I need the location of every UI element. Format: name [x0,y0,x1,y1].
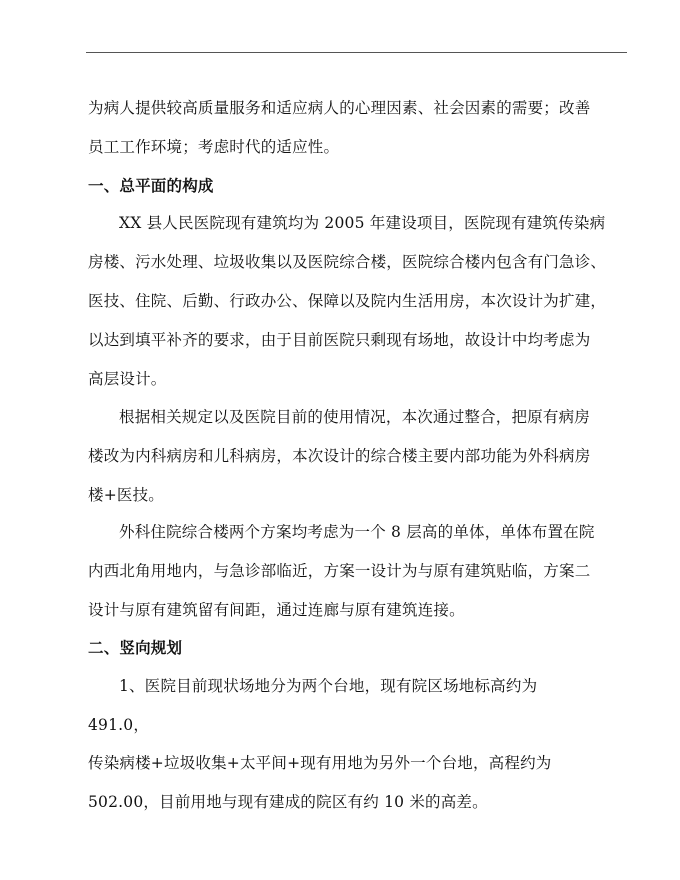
paragraph-line: 为病人提供较高质量服务和适应病人的心理因素、社会因素的需要；改善 [88,99,591,117]
paragraph-line: 高层设计。 [88,370,167,388]
paragraph-line: 491.0， [88,716,150,734]
paragraph-line: 房楼、污水处理、垃圾收集以及医院综合楼，医院综合楼内包含有门急诊、 [88,253,607,271]
paragraph-line: 以达到填平补齐的要求，由于目前医院只剩现有场地，故设计中均考虑为 [88,331,591,349]
paragraph-line: 1、医院目前现状场地分为两个台地，现有院区场地标高约为 [119,677,538,695]
paragraph-line: 设计与原有建筑留有间距，通过连廊与原有建筑连接。 [88,601,465,619]
section-heading: 二、竖向规划 [88,639,183,657]
paragraph-line: 楼改为内科病房和儿科病房，本次设计的综合楼主要内部功能为外科病房 [88,447,591,465]
paragraph-line: 502.00，目前用地与现有建成的院区有约 10 米的高差。 [88,793,488,811]
section-heading: 一、总平面的构成 [88,177,214,195]
paragraph-line: XX 县人民医院现有建筑均为 2005 年建设项目，医院现有建筑传染病 [119,214,606,232]
paragraph-line: 外科住院综合楼两个方案均考虑为一个 8 层高的单体，单体布置在院 [119,523,595,541]
paragraph-line: 内西北角用地内，与急诊部临近，方案一设计为与原有建筑贴临，方案二 [88,562,591,580]
paragraph-line: 医技、住院、后勤、行政办公、保障以及院内生活用房，本次设计为扩建， [88,292,607,310]
paragraph-line: 根据相关规定以及医院目前的使用情况，本次通过整合，把原有病房 [119,408,591,426]
paragraph-line: 传染病楼+垃圾收集+太平间+现有用地为另外一个台地，高程约为 [88,754,552,772]
paragraph-line: 员工工作环境；考虑时代的适应性。 [88,138,340,156]
paragraph-line: 楼+医技。 [88,486,164,504]
header-rule [86,52,627,53]
